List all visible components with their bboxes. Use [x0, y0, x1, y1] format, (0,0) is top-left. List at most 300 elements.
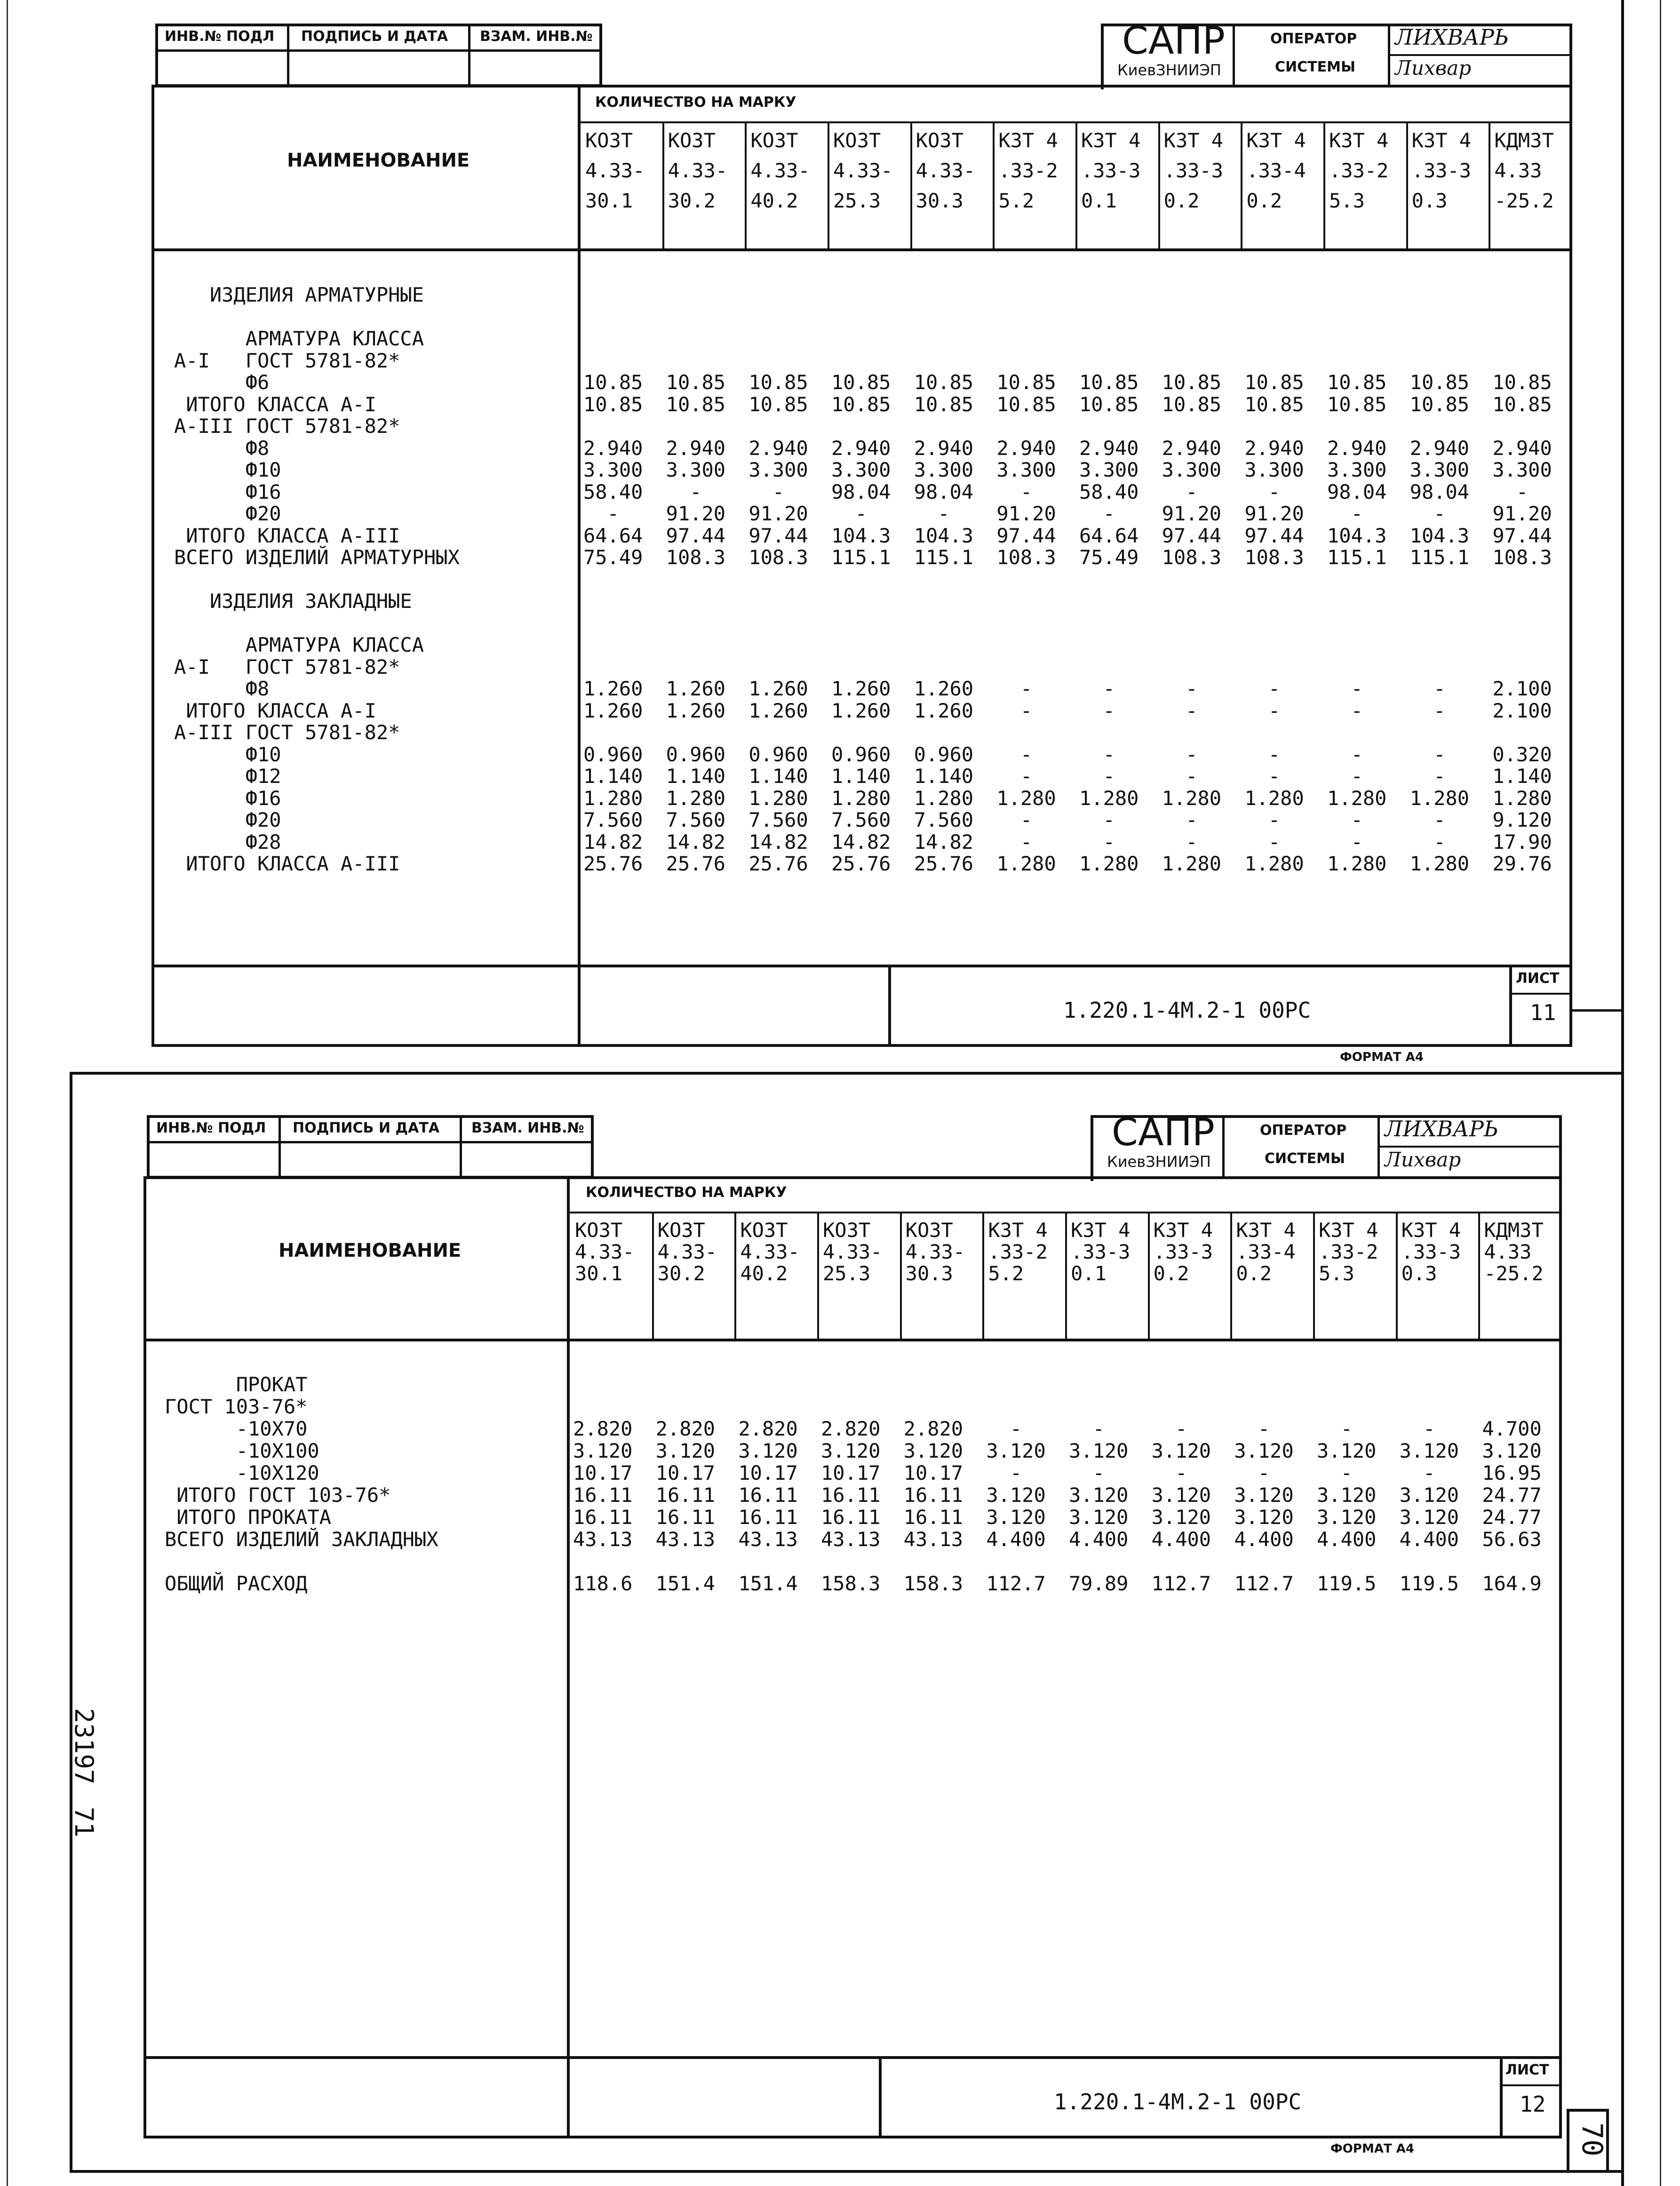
table-cell: 3.120 — [903, 1439, 963, 1462]
table-cell: 43.13 — [903, 1528, 963, 1551]
table-cell: 10.85 — [1327, 371, 1387, 394]
row-label: ИТОГО КЛАССА А-I — [174, 699, 376, 722]
table-cell: 3.120 — [1069, 1506, 1129, 1529]
table-cell: 119.5 — [1399, 1572, 1459, 1595]
table-cell: - — [996, 677, 1033, 700]
table-cell: 1.280 — [914, 786, 974, 810]
table-cell: 91.20 — [666, 502, 726, 525]
table-cell: 3.300 — [583, 458, 643, 481]
table-cell: 98.04 — [1327, 480, 1387, 503]
header-divider — [1388, 54, 1571, 56]
table-cell: 14.82 — [831, 830, 891, 854]
table-cell: 1.260 — [914, 699, 974, 722]
table-cell: 10.85 — [996, 392, 1056, 416]
table-cell: 56.63 — [1482, 1528, 1542, 1551]
table-cell: 118.6 — [573, 1572, 633, 1595]
column-divider — [1489, 123, 1490, 249]
table-cell: 119.5 — [1317, 1572, 1377, 1595]
table-cell: 3.300 — [831, 458, 891, 481]
table-cell: 43.13 — [573, 1528, 633, 1551]
table-cell: 4.400 — [1317, 1528, 1377, 1551]
column-header-line: КЗТ 4 — [1246, 129, 1306, 152]
row-label: А-III ГОСТ 5781-82* — [174, 415, 400, 438]
table-cell: 98.04 — [831, 480, 891, 503]
stamp-vzam-label: ВЗАМ. ИНВ.№ — [471, 1120, 584, 1136]
table-cell: 25.76 — [666, 852, 726, 875]
column-header-line: .33-2 — [1319, 1240, 1378, 1263]
table-cell: 151.4 — [655, 1572, 716, 1595]
table-cell: - — [1079, 502, 1115, 525]
table-cell: - — [1079, 765, 1115, 788]
column-header-line: 4.33- — [823, 1240, 883, 1263]
footer-divider — [879, 2056, 882, 2138]
header-bottom-line — [143, 1339, 1562, 1341]
column-header-line: -25.2 — [1494, 189, 1554, 212]
stamp-sign-label: ПОДПИСЬ И ДАТА — [293, 1120, 440, 1136]
table-cell: 10.85 — [583, 392, 643, 416]
table-cell: 97.44 — [748, 524, 808, 547]
table-cell: 10.85 — [1492, 392, 1552, 416]
table-cell: 91.20 — [1492, 502, 1552, 525]
column-divider — [993, 123, 995, 249]
table-cell: 1.280 — [1079, 852, 1139, 875]
table-cell: 112.7 — [986, 1572, 1046, 1595]
column-header-line: .33-3 — [1153, 1240, 1213, 1263]
operator-signature: Лихвар — [1385, 1148, 1461, 1171]
table-cell: 58.40 — [583, 480, 643, 503]
table-cell: 10.17 — [573, 1461, 633, 1484]
table-cell: - — [1327, 677, 1363, 700]
table-cell: 25.76 — [914, 852, 974, 875]
table-cell: 10.17 — [655, 1461, 716, 1484]
row-label: Ф8 — [174, 436, 270, 460]
row-label: ИТОГО КЛАССА А-III — [174, 852, 400, 875]
table-cell: 1.260 — [666, 677, 726, 700]
table-cell: 2.940 — [1409, 436, 1470, 460]
table-cell: 1.140 — [831, 765, 891, 788]
table-cell: 2.940 — [1244, 436, 1304, 460]
column-divider — [900, 1213, 902, 1340]
stamp-inv-label: ИНВ.№ ПОДЛ — [156, 1120, 266, 1136]
table-cell: 16.11 — [821, 1506, 881, 1529]
table-cell: - — [1069, 1461, 1105, 1484]
column-header-line: 4.33- — [668, 159, 728, 182]
table-cell: 14.82 — [666, 830, 726, 854]
column-header-line: 30.3 — [905, 1262, 953, 1285]
table-cell: 79.89 — [1069, 1572, 1129, 1595]
column-header-line: .33-3 — [1401, 1240, 1461, 1263]
table-cell: - — [1327, 742, 1363, 766]
row-label: АРМАТУРА КЛАССА — [174, 327, 424, 350]
table-cell: 17.90 — [1492, 830, 1552, 854]
table-cell: 2.820 — [573, 1417, 633, 1440]
table-cell: 2.940 — [1492, 436, 1552, 460]
table-cell: 7.560 — [666, 808, 726, 831]
column-header-line: .33-3 — [1163, 159, 1224, 182]
table-cell: - — [1162, 830, 1198, 854]
footer-divider — [1500, 2084, 1562, 2086]
table-cell: 1.260 — [831, 677, 891, 700]
footer-top-line — [151, 965, 1572, 967]
table-cell: 98.04 — [1409, 480, 1470, 503]
column-header-line: 40.2 — [750, 189, 798, 212]
column-header-line: КОЗТ — [823, 1219, 871, 1242]
column-header-line: .33-2 — [998, 159, 1058, 182]
column-header-line: КДМЗТ — [1484, 1219, 1544, 1242]
table-cell: 2.820 — [903, 1417, 963, 1440]
table-cell: 24.77 — [1482, 1506, 1542, 1529]
document-code: 1.220.1-4М.2-1 00РС — [1054, 2089, 1302, 2114]
table-cell: 1.280 — [666, 786, 726, 810]
column-divider — [1065, 1213, 1067, 1340]
table-cell: 43.13 — [821, 1528, 881, 1551]
column-divider — [662, 123, 664, 249]
footer-top-line — [143, 2056, 1562, 2059]
column-header-line: 4.33- — [750, 159, 810, 182]
column-header-line: 0.2 — [1163, 189, 1200, 212]
column-header-line: 5.3 — [1329, 189, 1365, 212]
table-cell: 25.76 — [831, 852, 891, 875]
row-label: А-I ГОСТ 5781-82* — [174, 349, 400, 372]
table-cell: 10.85 — [748, 371, 808, 394]
table-cell: 16.11 — [573, 1484, 633, 1507]
table-cell: 7.560 — [831, 808, 891, 831]
table-cell: 64.64 — [583, 524, 643, 547]
column-header-line: КЗТ 4 — [1153, 1219, 1213, 1242]
table-cell: - — [1234, 1417, 1270, 1440]
row-label: Ф12 — [174, 765, 281, 788]
table-cell: 4.400 — [1069, 1528, 1129, 1551]
header-right-border — [1559, 1115, 1562, 1181]
table-cell: 10.85 — [831, 392, 891, 416]
table-cell: 3.120 — [986, 1484, 1046, 1507]
table-cell: 10.85 — [1244, 371, 1304, 394]
row-label: ИТОГО КЛАССА А-III — [174, 524, 400, 547]
table-cell: 3.300 — [748, 458, 808, 481]
column-header-line: 0.2 — [1153, 1262, 1189, 1285]
table-cell: 1.280 — [1244, 786, 1304, 810]
column-header-line: КЗТ 4 — [988, 1219, 1048, 1242]
row-label: ИТОГО ГОСТ 103-76* — [165, 1484, 391, 1507]
table-cell: 10.85 — [1327, 392, 1387, 416]
table-cell: 151.4 — [738, 1572, 798, 1595]
header-left-border — [1101, 24, 1104, 89]
document-code: 1.220.1-4М.2-1 00РС — [1063, 997, 1311, 1023]
stamp-divider — [147, 1141, 594, 1143]
column-header-line: -25.2 — [1484, 1262, 1544, 1285]
table-cell: 104.3 — [1409, 524, 1470, 547]
column-header-line: .33-3 — [1071, 1240, 1131, 1263]
table-cell: 1.260 — [748, 677, 808, 700]
table-cell: 1.140 — [583, 765, 643, 788]
table-cell: 3.300 — [1079, 458, 1139, 481]
table-cell: 29.76 — [1492, 852, 1552, 875]
table-cell: 104.3 — [914, 524, 974, 547]
table-cell: - — [1162, 677, 1198, 700]
table-cell: - — [1399, 1461, 1435, 1484]
header-divider — [1377, 1146, 1561, 1148]
column-header-line: КЗТ 4 — [1319, 1219, 1378, 1242]
operator-label: ОПЕРАТОР — [1260, 1122, 1347, 1139]
table-cell: 1.140 — [914, 765, 974, 788]
table-cell: - — [1317, 1417, 1353, 1440]
column-header-line: КОЗТ — [740, 1219, 788, 1242]
table-cell: 4.400 — [1399, 1528, 1459, 1551]
table-cell: 25.76 — [748, 852, 808, 875]
table-cell: 4.400 — [1234, 1528, 1294, 1551]
column-header-line: .33-4 — [1246, 159, 1306, 182]
table-cell: 0.960 — [583, 742, 643, 766]
table-cell: 1.260 — [748, 699, 808, 722]
table-cell: 1.280 — [1327, 852, 1387, 875]
table-cell: - — [1079, 677, 1115, 700]
table-cell: - — [583, 502, 619, 525]
table-cell: - — [1409, 699, 1446, 722]
outer-bottom-border — [70, 2170, 1622, 2173]
column-header-line: 0.1 — [1081, 189, 1117, 212]
table-cell: - — [1079, 808, 1115, 831]
operator-label: ОПЕРАТОР — [1270, 31, 1357, 47]
table-cell: 3.120 — [1317, 1439, 1377, 1462]
table-cell: 1.280 — [1162, 852, 1222, 875]
format-label: ФОРМАТ А4 — [1340, 1050, 1424, 1064]
sheet-number-margin: 71 — [69, 1807, 99, 1838]
table-cell: 1.140 — [666, 765, 726, 788]
header-divider — [1233, 24, 1235, 87]
row-label: Ф20 — [174, 808, 281, 831]
column-divider — [1406, 123, 1408, 249]
table-cell: 98.04 — [914, 480, 974, 503]
table-cell: 10.85 — [996, 371, 1056, 394]
table-cell: - — [1399, 1417, 1435, 1440]
table-cell: 2.940 — [748, 436, 808, 460]
operator-name: ЛИХВАРЬ — [1385, 1116, 1498, 1141]
row-label: Ф6 — [174, 371, 270, 394]
table-cell: 3.120 — [573, 1439, 633, 1462]
row-label: -10Х100 — [165, 1439, 319, 1462]
table-cell: 97.44 — [666, 524, 726, 547]
table-cell: 1.280 — [996, 786, 1056, 810]
table-cell: 4.700 — [1482, 1417, 1542, 1440]
table-cell: 91.20 — [748, 502, 808, 525]
name-column-header: НАИМЕНОВАНИЕ — [287, 150, 470, 171]
column-header-line: КЗТ 4 — [998, 129, 1058, 152]
table-cell: 108.3 — [996, 546, 1056, 569]
table-cell: 10.17 — [821, 1461, 881, 1484]
table-cell: 10.85 — [1409, 392, 1470, 416]
table-cell: 1.280 — [831, 786, 891, 810]
column-divider — [817, 1213, 819, 1340]
table-cell: - — [1234, 1461, 1270, 1484]
table-cell: - — [1162, 699, 1198, 722]
table-cell: 108.3 — [666, 546, 726, 569]
table-cell: 7.560 — [914, 808, 974, 831]
table-cell: 10.17 — [903, 1461, 963, 1484]
column-header-line: КЗТ 4 — [1071, 1219, 1131, 1242]
table-cell: 1.140 — [748, 765, 808, 788]
table-cell: 91.20 — [996, 502, 1056, 525]
system-label: СИСТЕМЫ — [1265, 1150, 1346, 1167]
table-cell: 115.1 — [1327, 546, 1387, 569]
table-cell: 1.260 — [914, 677, 974, 700]
table-cell: - — [1317, 1461, 1353, 1484]
table-cell: 10.85 — [1244, 392, 1304, 416]
table-cell: - — [748, 480, 785, 503]
table-cell: 3.120 — [1234, 1439, 1294, 1462]
table-cell: 1.260 — [666, 699, 726, 722]
column-header-line: 5.3 — [1319, 1262, 1354, 1285]
row-label: Ф10 — [174, 458, 281, 481]
column-header-line: 0.3 — [1411, 189, 1448, 212]
format-label: ФОРМАТ А4 — [1330, 2142, 1414, 2156]
table-cell: 1.280 — [1492, 786, 1552, 810]
table-cell: 164.9 — [1482, 1572, 1542, 1595]
table-cell: 2.940 — [1162, 436, 1222, 460]
row-label: ИТОГО ПРОКАТА — [165, 1506, 332, 1529]
table-cell: - — [1409, 502, 1446, 525]
page-number: 11 — [1530, 1000, 1556, 1025]
table-cell: - — [914, 502, 950, 525]
column-header-line: 30.2 — [657, 1262, 705, 1285]
table-cell: 91.20 — [1244, 502, 1304, 525]
table-cell: 10.85 — [1162, 371, 1222, 394]
table-cell: 3.120 — [1234, 1484, 1294, 1507]
table-cell: 3.120 — [1482, 1439, 1542, 1462]
table-cell: 10.85 — [914, 371, 974, 394]
table-cell: 112.7 — [1151, 1572, 1211, 1595]
table-cell: 3.300 — [1492, 458, 1552, 481]
column-header-line: .33-2 — [1329, 159, 1389, 182]
table-cell: - — [1079, 742, 1115, 766]
column-header-line: КОЗТ — [657, 1219, 705, 1242]
column-divider — [982, 1213, 984, 1340]
table-cell: - — [1327, 699, 1363, 722]
row-label: А-I ГОСТ 5781-82* — [174, 655, 400, 678]
column-header-line: 30.1 — [585, 189, 633, 212]
header-bottom-line — [151, 248, 1572, 251]
column-header-line: КОЗТ — [905, 1219, 953, 1242]
table-cell: 4.400 — [1151, 1528, 1211, 1551]
row-label: Ф16 — [174, 786, 281, 810]
column-header-line: 0.3 — [1401, 1262, 1437, 1285]
table-cell: 25.76 — [583, 852, 643, 875]
column-divider — [910, 123, 912, 249]
table-cell: 3.120 — [1234, 1506, 1294, 1529]
table-cell: - — [1162, 808, 1198, 831]
right-edge-line — [1660, 0, 1661, 2186]
table-cell: 3.300 — [666, 458, 726, 481]
org-name: КиевЗНИИЭП — [1117, 61, 1221, 79]
column-divider — [1478, 1213, 1480, 1340]
table-cell: 0.960 — [914, 742, 974, 766]
table-cell: 1.260 — [583, 699, 643, 722]
table-cell: - — [996, 480, 1033, 503]
table-cell: 10.85 — [666, 392, 726, 416]
table-cell: 10.85 — [666, 371, 726, 394]
operator-name: ЛИХВАРЬ — [1395, 24, 1509, 50]
list-label: ЛИСТ — [1505, 2062, 1549, 2078]
table-cell: - — [1244, 808, 1281, 831]
table-cell: 10.85 — [1409, 371, 1470, 394]
table-cell: - — [1162, 480, 1198, 503]
table-cell: 104.3 — [831, 524, 891, 547]
table-cell: 1.260 — [831, 699, 891, 722]
column-divider — [1230, 1213, 1232, 1340]
column-divider — [734, 1213, 736, 1340]
table-cell: 1.280 — [1327, 786, 1387, 810]
row-label: ИЗДЕЛИЯ ЗАКЛАДНЫЕ — [174, 590, 412, 613]
table-cell: 16.95 — [1482, 1461, 1542, 1484]
table-cell: 3.120 — [1317, 1506, 1377, 1529]
table-cell: 115.1 — [831, 546, 891, 569]
stamp-vzam-label: ВЗАМ. ИНВ.№ — [480, 28, 593, 45]
row-label: Ф10 — [174, 742, 281, 766]
column-header-line: 4.33- — [585, 159, 645, 182]
column-header-line: 30.2 — [668, 189, 716, 212]
column-header-line: 4.33 — [1484, 1240, 1532, 1263]
qty-header: КОЛИЧЕСТВО НА МАРКУ — [586, 1184, 787, 1201]
table-cell: 3.120 — [738, 1439, 798, 1462]
column-header-line: КДМЗТ — [1494, 129, 1554, 152]
table-cell: - — [1244, 742, 1281, 766]
table-cell: 115.1 — [914, 546, 974, 569]
table-cell: 158.3 — [821, 1572, 881, 1595]
table-cell: - — [1244, 830, 1281, 854]
table-cell: 108.3 — [1492, 546, 1552, 569]
column-divider — [828, 123, 829, 249]
column-divider — [1075, 123, 1077, 249]
footer-divider — [1500, 2056, 1503, 2138]
table-cell: - — [1244, 765, 1281, 788]
stamp-inv-label: ИНВ.№ ПОДЛ — [165, 28, 275, 45]
table-cell: - — [1151, 1417, 1187, 1440]
table-cell: 2.940 — [1079, 436, 1139, 460]
row-label: ИТОГО КЛАССА А-I — [174, 392, 376, 416]
stamp-divider — [155, 49, 602, 52]
table-cell: 3.120 — [655, 1439, 716, 1462]
table-cell: - — [1244, 480, 1281, 503]
row-label: Ф28 — [174, 830, 281, 854]
row-label: -10Х120 — [165, 1461, 319, 1484]
table-cell: - — [1244, 677, 1281, 700]
table-cell: 7.560 — [748, 808, 808, 831]
table-cell: 1.280 — [1162, 786, 1222, 810]
table-cell: 10.17 — [738, 1461, 798, 1484]
stamp-divider — [287, 24, 289, 87]
column-header-line: 30.3 — [916, 189, 963, 212]
table-cell: 104.3 — [1327, 524, 1387, 547]
column-header-line: 5.2 — [998, 189, 1035, 212]
table-cell: 1.260 — [583, 677, 643, 700]
table-cell: 16.11 — [738, 1484, 798, 1507]
qty-label-line — [567, 1212, 1562, 1213]
table-cell: 3.300 — [1327, 458, 1387, 481]
table-cell: 91.20 — [1162, 502, 1222, 525]
table-cell: 108.3 — [748, 546, 808, 569]
column-header-line: 4.33- — [833, 159, 893, 182]
row-label: ВСЕГО ИЗДЕЛИЙ АРМАТУРНЫХ — [174, 546, 460, 569]
sheet-separator — [70, 1072, 1622, 1075]
stamp-divider — [279, 1115, 281, 1179]
table-cell: - — [1409, 808, 1446, 831]
archive-number: 23197 — [69, 1708, 99, 1785]
table-cell: - — [1079, 699, 1115, 722]
table-cell: 3.120 — [821, 1439, 881, 1462]
table-cell: 2.820 — [738, 1417, 798, 1440]
header-divider — [1222, 1115, 1225, 1179]
column-header-line: КОЗТ — [575, 1219, 623, 1242]
row-label: Ф20 — [174, 502, 281, 525]
